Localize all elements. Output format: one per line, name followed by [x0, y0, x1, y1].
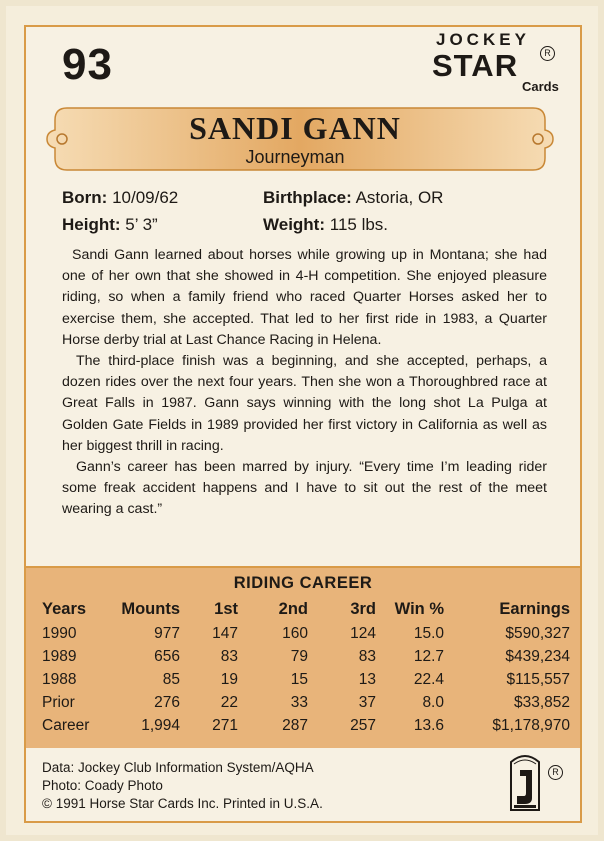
birthplace-fact — [263, 188, 443, 208]
table-row — [42, 668, 570, 691]
logo-word-cards: Cards — [522, 79, 559, 94]
jockeys-guild-logo — [508, 752, 542, 814]
born-value: 10/09/62 — [112, 188, 179, 207]
table-cell: 160 — [282, 624, 308, 642]
table-row — [42, 714, 570, 737]
table-cell: $115,557 — [506, 670, 570, 688]
registered-mark-icon: R — [540, 46, 555, 61]
column-header: 1st — [214, 599, 238, 618]
bio-paragraph: The third-place finish was a beginning, and she accepted, perhaps, a dozen rides over the next four years. Then she won a Thoroughbred race at Great Falls in 1987. Gann says winning with the long shot La Pulga at Golden Gate Fields in 1989 provided her first victory in California as well as her biggest thrill in racing. — [62, 353, 547, 454]
birthplace-label: Birthplace: — [263, 188, 352, 207]
table-cell: 977 — [154, 624, 180, 642]
table-header-row — [42, 596, 570, 622]
table-cell: 15 — [290, 670, 308, 688]
table-row — [42, 645, 570, 668]
table-cell: 79 — [290, 647, 308, 665]
table-cell: 37 — [358, 693, 376, 711]
column-header: Mounts — [121, 599, 180, 618]
table-cell: $439,234 — [505, 647, 570, 665]
table-cell: 257 — [350, 716, 376, 734]
born-label: Born: — [62, 188, 108, 207]
table-cell: 33 — [290, 693, 308, 711]
card-number: 93 — [62, 40, 113, 89]
table-cell: 15.0 — [413, 624, 444, 642]
table-row — [42, 691, 570, 714]
table-cell: 147 — [212, 624, 238, 642]
column-header: Years — [42, 599, 87, 618]
column-header: 2nd — [278, 599, 308, 618]
biography — [62, 245, 547, 521]
table-cell: Career — [42, 716, 90, 734]
table-cell: 8.0 — [422, 693, 444, 711]
table-cell: 13.6 — [413, 716, 444, 734]
jockey-star-logo — [430, 30, 560, 96]
name-banner — [45, 100, 555, 178]
registered-mark-icon: R — [548, 765, 563, 780]
table-cell: 12.7 — [413, 647, 444, 665]
logo-word-jockey: JOCKEY — [436, 30, 530, 49]
column-header: Win % — [394, 599, 444, 618]
table-row — [42, 622, 570, 645]
weight-fact — [263, 215, 388, 235]
table-cell: 656 — [154, 647, 180, 665]
column-header: 3rd — [350, 599, 376, 618]
table-cell: 83 — [358, 647, 376, 665]
table-cell: 124 — [350, 624, 376, 642]
table-cell: 1988 — [42, 670, 77, 688]
table-cell: $1,178,970 — [492, 716, 570, 734]
data-credit: Data: Jockey Club Information System/AQHA — [42, 760, 314, 775]
table-cell: 22 — [220, 693, 238, 711]
copyright-line: © 1991 Horse Star Cards Inc. Printed in U.S.A. — [42, 796, 323, 811]
table-cell: 271 — [212, 716, 238, 734]
photo-credit: Photo: Coady Photo — [42, 778, 163, 793]
card-credits — [42, 759, 323, 813]
weight-value: 115 lbs. — [329, 215, 389, 234]
bio-paragraph: Gann’s career has been marred by injury. “Every time I’m leading rider some freak accident happens and I have to sit out the rest of the meet wearing a cast.” — [62, 459, 547, 518]
weight-label: Weight: — [263, 215, 326, 234]
height-fact — [62, 215, 158, 235]
table-cell: 276 — [154, 693, 180, 711]
riding-career-title: RIDING CAREER — [233, 574, 373, 592]
table-cell: 1,994 — [141, 716, 180, 734]
table-cell: Prior — [42, 693, 75, 711]
riding-career-table — [42, 596, 570, 737]
table-cell: $590,327 — [505, 624, 570, 642]
table-cell: 19 — [220, 670, 238, 688]
table-cell: $33,852 — [513, 693, 570, 711]
riding-career-panel — [26, 566, 580, 748]
height-label: Height: — [62, 215, 121, 234]
table-cell: 1990 — [42, 624, 77, 642]
table-cell: 22.4 — [413, 670, 444, 688]
table-cell: 83 — [220, 647, 238, 665]
table-cell: 1989 — [42, 647, 77, 665]
jockey-rank: Journeyman — [245, 147, 345, 167]
table-cell: 287 — [282, 716, 308, 734]
jockey-name: SANDI GANN — [189, 110, 401, 146]
table-cell: 13 — [358, 670, 376, 688]
height-value: 5’ 3” — [125, 215, 158, 234]
bio-paragraph: Sandi Gann learned about horses while growing up in Montana; she had one of her own that she showed in 4-H competition. She enjoyed pleasure riding, so when a family friend who raced Quarter Horses asked her to exercise them, she accepted. That led to her first ride in 1983, a Quarter Horse derby trial at Last Chance Racing in Helena. — [62, 247, 547, 348]
birthplace-value: Astoria, OR — [355, 188, 444, 207]
logo-word-star: STAR — [432, 48, 519, 83]
table-cell: 85 — [162, 670, 180, 688]
born-fact — [62, 188, 178, 208]
column-header: Earnings — [499, 599, 570, 618]
